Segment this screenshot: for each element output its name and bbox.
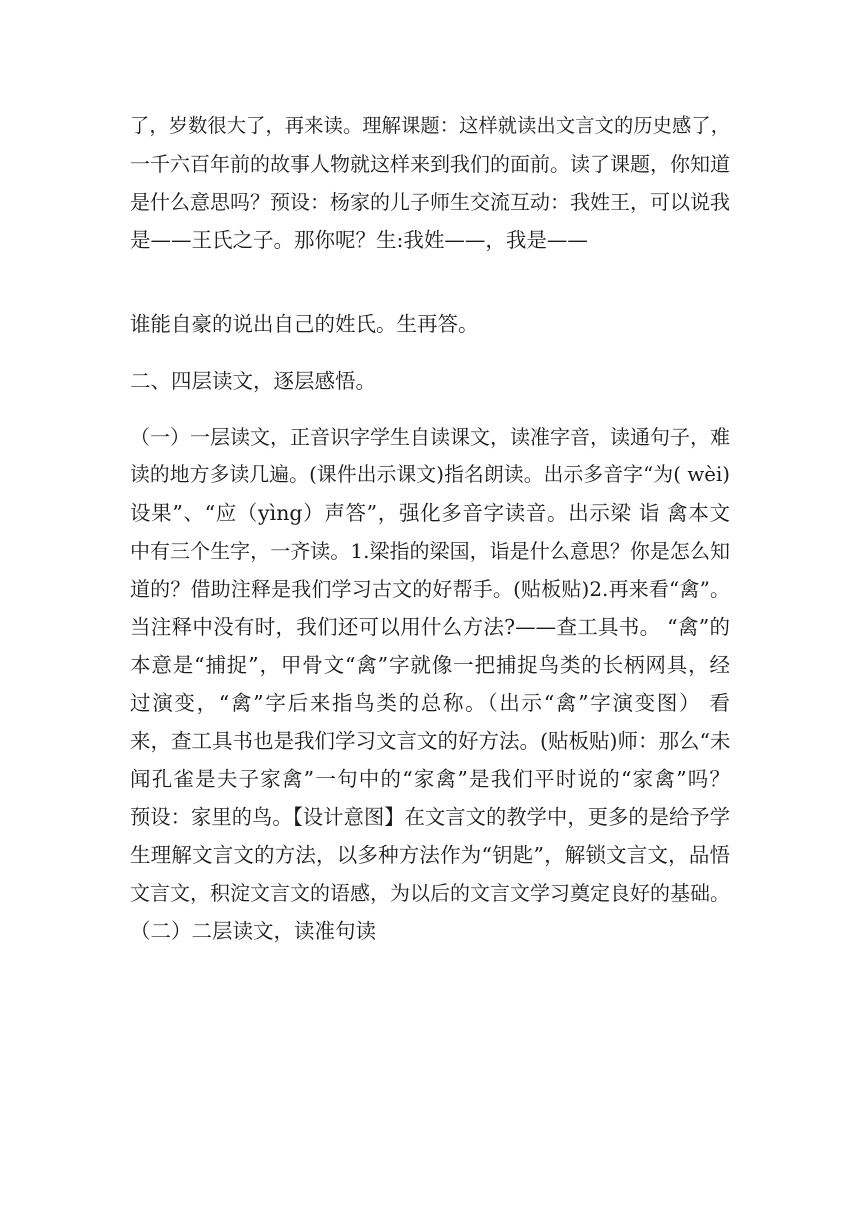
text-line: 是——王氏之子。那你呢？生:我姓——，我是——: [130, 228, 588, 252]
text-line: 文言文，积淀文言文的语感，为以后的文言文学习奠定良好的基础。: [130, 881, 730, 905]
text-line: 谁能自豪的说出自己的姓氏。生再答。: [130, 312, 479, 336]
text-line: 道的？借助注释是我们学习古文的好帮手。(贴板贴)2.再来看“禽”。: [130, 577, 730, 601]
text-line: 来，查工具书也是我们学习文言文的好方法。(贴板贴)师：那么“未: [130, 729, 731, 753]
text-line: 闻孔雀是夫子家禽”一句中的“家禽”是我们平时说的“家禽”吗？: [130, 767, 730, 791]
text-line: 二、四层读文，逐层感悟。: [130, 369, 376, 393]
text-line: 中有三个生字，一齐读。1.梁指的梁国，诣是什么意思？你是怎么知: [130, 539, 730, 563]
text-line: 了，岁数很大了，再来读。理解课题：这样就读出文言文的历史感了，: [130, 114, 730, 137]
text-line: 预设：家里的鸟。【设计意图】在文言文的教学中，更多的是给予学: [130, 805, 730, 829]
paragraph-title-reading: [130, 107, 730, 259]
paragraph-first-layer: [130, 418, 730, 950]
text-line: 当注释中没有时，我们还可以用什么方法?——查工具书。 “禽”的: [130, 615, 730, 639]
text-line: （二）二层读文，读准句读: [130, 919, 376, 943]
text-line: 设果”、“应（yìng）声答”，强化多音字读音。出示梁 诣 禽本文: [130, 501, 730, 525]
text-line: 本意是“捕捉”，甲骨文“禽”字就像一把捕捉鸟类的长柄网具，经: [130, 653, 730, 677]
paragraph-surname: [130, 305, 730, 343]
section-heading: [130, 362, 730, 400]
text-line: 生理解文言文的方法，以多种方法作为“钥匙”，解锁文言文，品悟: [130, 843, 730, 867]
text-line: 读的地方多读几遍。(课件出示课文)指名朗读。出示多音字“为( wèi): [130, 463, 730, 486]
text-line: 过演变，“禽”字后来指鸟类的总称。（出示“禽”字演变图） 看: [130, 691, 730, 715]
text-line: 一千六百年前的故事人物就这样来到我们的面前。读了课题，你知道: [130, 152, 730, 176]
text-line: 是什么意思吗？预设：杨家的儿子师生交流互动：我姓王，可以说我: [130, 190, 730, 214]
text-line: （一）一层读文，正音识字学生自读课文，读准字音，读通句子，难: [130, 425, 730, 449]
